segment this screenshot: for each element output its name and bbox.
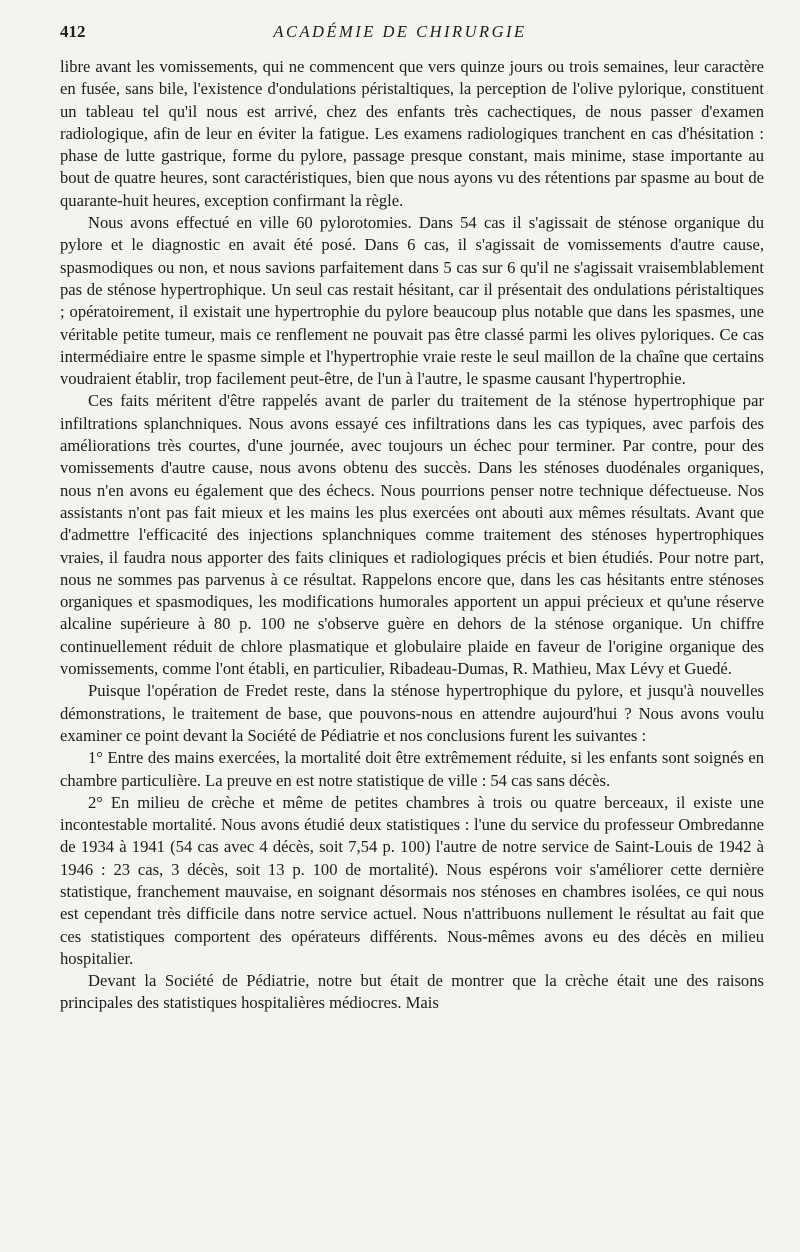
article-body	[60, 56, 764, 1015]
paragraph: Nous avons effectué en ville 60 pylorotomies. Dans 54 cas il s'agissait de sténose organique du pylore et le diagnostic en avait été posé. Dans 6 cas, il s'agissait de vomissements d'autre cause, spasmodiques ou non, et nous savions parfaitement dans 5 cas sur 6 qu'il ne s'agissait vraisemblablement pas de sténose hypertrophique. Un seul cas restait hésitant, car il présentait des ondulations péristaltiques ; opératoirement, il existait une hypertrophie du pylore beaucoup plus notable que dans les spasmes, une véritable petite tumeur, mais ce renflement ne pouvait pas être classé parmi les olives pyloriques. Ce cas intermédiaire entre le spasme simple et l'hypertrophie vraie reste le seul maillon de la chaîne que certains voudraient établir, trop facilement peut-être, de l'un à l'autre, le spasme causant l'hypertrophie.	[60, 213, 764, 389]
page-number: 412	[60, 22, 86, 41]
paragraph: Puisque l'opération de Fredet reste, dans la sténose hypertrophique du pylore, et jusqu'à nouvelles démonstrations, le traitement de base, que pouvons-nous en attendre aujourd'hui ? Nous avons voulu examiner ce point devant la Société de Pédiatrie et nos conclusions furent les suivantes :	[60, 681, 764, 745]
paragraph: libre avant les vomissements, qui ne commencent que vers quinze jours ou trois semaines, leur caractère en fusée, sans bile, l'existence d'ondulations péristaltiques, la perception de l'olive pylorique, constituent un tableau tel qu'il nous est arrivé, chez des enfants très cachectiques, de nous passer d'examen radiologique, afin de leur en éviter la fatigue. Les examens radiologiques tranchent en cas d'hésitation : phase de lutte gastrique, forme du pylore, passage presque constant, mais minime, stase importante au bout de quatre heures, sont caractéristiques, bien que nous ayons vu des rétentions par spasme au bout de quarante-huit heures, exception confirmant la règle.	[60, 57, 764, 210]
paragraph: 1° Entre des mains exercées, la mortalité doit être extrêmement réduite, si les enfants sont soignés en chambre particulière. La preuve en est notre statistique de ville : 54 cas sans décès.	[60, 748, 764, 790]
paragraph: 2° En milieu de crèche et même de petites chambres à trois ou quatre berceaux, il existe une incontestable mortalité. Nous avons étudié deux statistiques : l'une du service du professeur Ombredanne de 1934 à 1941 (54 cas avec 4 décès, soit 7,54 p. 100) l'autre de notre service de Saint-Louis de 1942 à 1946 : 23 cas, 3 décès, soit 13 p. 100 de mortalité). Nous espérons voir s'améliorer cette dernière statistique, franchement mauvaise, en soignant désormais nos sténoses en chambres isolées, ce qui nous est cependant très difficile dans notre service actuel. Nous n'attribuons nullement le résultat au fait que ces statistiques comportent des opérateurs différents. Nous-mêmes avons eu des décès en milieu hospitalier.	[60, 792, 764, 968]
page-header	[60, 20, 760, 46]
running-title: ACADÉMIE DE CHIRURGIE	[273, 22, 527, 41]
paragraph: Devant la Société de Pédiatrie, notre but était de montrer que la crèche était une des raisons principales des statistiques hospitalières médiocres. Mais	[60, 971, 764, 1013]
paragraph: Ces faits méritent d'être rappelés avant de parler du traitement de la sténose hypertrophique par infiltrations splanchniques. Nous avons essayé ces infiltrations dans les cas typiques, avec parfois des améliorations très courtes, d'une journée, avec toujours un échec pour terminer. Par contre, pour des vomissements d'autre cause, nous avons obtenu des succès. Dans les sténoses duodénales organiques, nous n'en avons eu également que des échecs. Nous pourrions penser notre technique défectueuse. Nos assistants n'ont pas fait mieux et les mains les plus exercées ont abouti aux mêmes résultats. Avant que d'admettre l'efficacité des injections splanchniques comme traitement des sténoses hypertrophiques vraies, il faudra nous apporter des faits cliniques et radiologiques précis et bien étudiés. Pour notre part, nous ne sommes pas parvenus à ce résultat. Rappelons encore que, dans les cas hésitants entre sténoses organiques et spasmodiques, les modifications humorales apportent un appui précieux et qu'une réserve alcaline supérieure à 80 p. 100 ne s'observe guère en dehors de la sténose organique. Un chiffre continuellement réduit de chlore plasmatique et globulaire plaide en faveur de l'origine organique des vomissements, comme l'ont établi, en particulier, Ribadeau-Dumas, R. Mathieu, Max Lévy et Guedé.	[60, 391, 764, 679]
